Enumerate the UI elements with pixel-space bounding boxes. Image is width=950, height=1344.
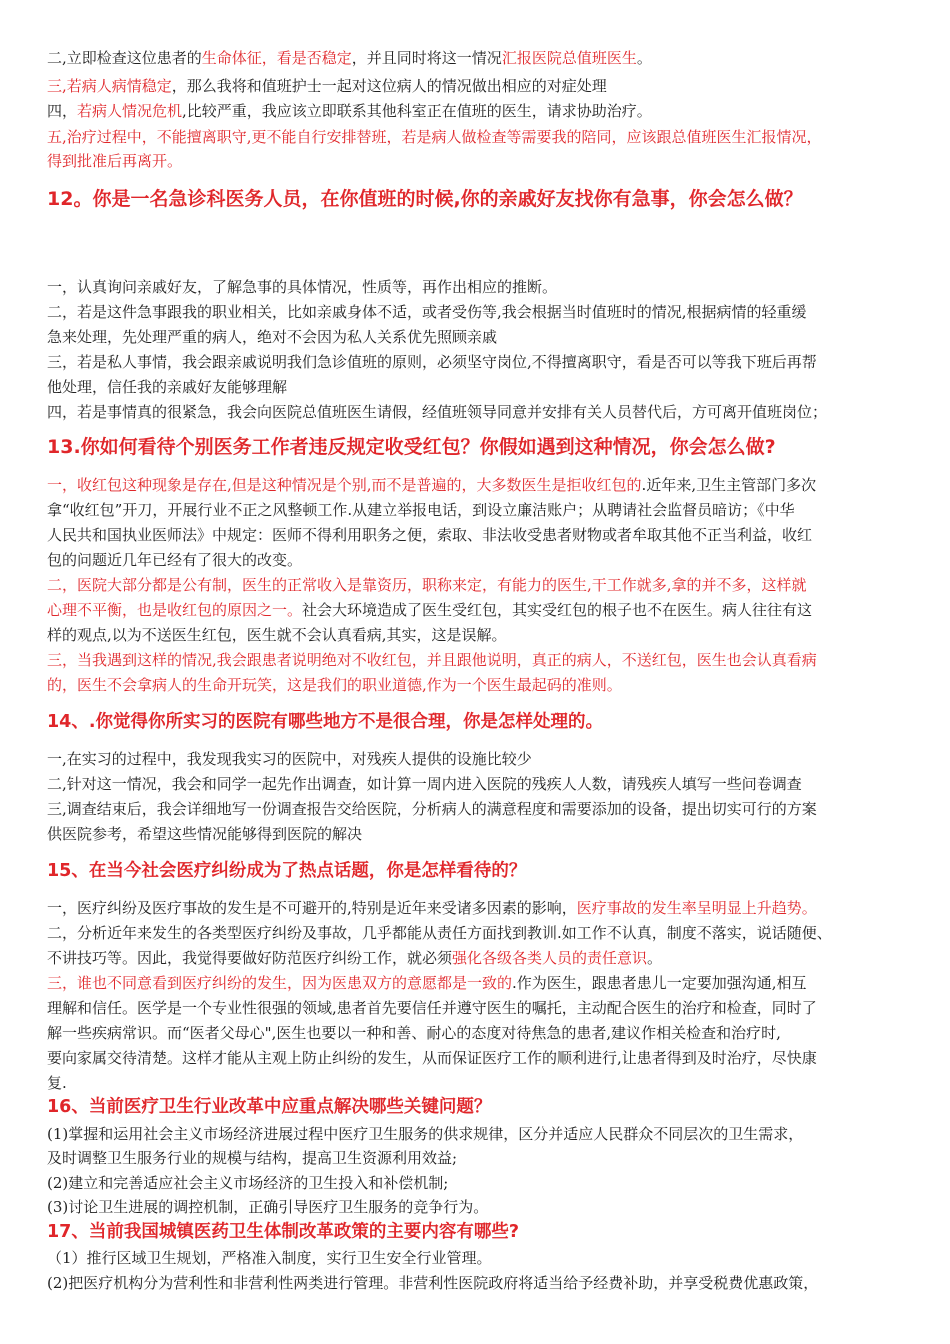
q15-answer-3b: 理解和信任。医学是一个专业性很强的领域,患者首先要信任并遵守医生的嘱托，主动配合医生的治疗和检查，同时了 [47, 999, 817, 1017]
q13-answer-1: 一，收红包这种现象是存在,但是这种情况是个别,而不是普遍的，大多数医生是拒收红包的.近年来,卫生主管部门多次 [47, 476, 817, 494]
q13-answer-2c: 样的观点,以为不送医生红包，医生就不会认真看病,其实，这是误解。 [47, 626, 507, 644]
q13-answer-1c: 人民共和国执业医师法》中规定：医师不得利用职务之便，索取、非法收受患者财物或者牟取其他不正当利益，收红 [47, 526, 813, 544]
q12-answer-3: 三，若是私人事情，我会跟亲戚说明我们急诊值班的原则，必须坚守岗位,不得擅离职守，看是否可以等我下班后再帮 [47, 353, 817, 371]
q13-answer-2b: 心理不平衡，也是收红包的原因之一。社会大环境造成了医生受红包，其实受红包的根子也不在医生。病人往往有这 [47, 601, 813, 619]
s11-line-5: 五,治疗过程中，不能擅离职守,更不能自行安排替班，若是病人做检查等需要我的陪同，应该跟总值班医生汇报情况， [47, 128, 822, 146]
q12-answer-2: 二，若是这件急事跟我的职业相关，比如亲戚身体不适，或者受伤等,我会根据当时值班时的情况,根据病情的轻重缓 [47, 303, 807, 321]
q12-answer-1: 一，认真询问亲戚好友，了解急事的具体情况，性质等，再作出相应的推断。 [47, 278, 558, 296]
q13-answer-1b: 拿“收红包”开刀，开展行业不正之风整顿工作.从建立举报电话，到设立廉洁账户；从聘请社会监督员暗访；《中华 [47, 501, 795, 519]
q13-heading: 13.你如何看待个别医务工作者违反规定收受红包？你假如遇到这种情况，你会怎么做? [47, 436, 776, 458]
q14-answer-3b: 供医院参考，希望这些情况能够得到医院的解决 [47, 825, 363, 843]
q16-heading: 16、当前医疗卫生行业改革中应重点解决哪些关键问题？ [47, 1097, 492, 1117]
q13-answer-3: 三，当我遇到这样的情况,我会跟患者说明绝对不收红包，并且跟他说明，真正的病人，不送红包，医生也会认真看病 [47, 651, 817, 669]
q14-answer-2: 二,针对这一情况，我会和同学一起先作出调查，如计算一周内进入医院的残疾人人数，请残疾人填写一些问卷调查 [47, 775, 802, 793]
s11-line-2: 二,立即检查这位患者的生命体征，看是否稳定，并且同时将这一情况汇报医院总值班医生。 [47, 49, 652, 67]
q12-answer-3b: 他处理，信任我的亲戚好友能够理解 [47, 378, 288, 396]
q15-answer-2: 二，分析近年来发生的各类型医疗纠纷及事故，几乎都能从责任方面找到教训.如工作不认真，制度不落实，说话随便、 [47, 924, 832, 942]
q14-answer-1: 一,在实习的过程中，我发现我实习的医院中，对残疾人提供的设施比较少 [47, 750, 532, 768]
q15-answer-3c: 解一些疾病常识。而“医者父母心",医生也要以一种和善、耐心的态度对待焦急的患者,建议作相关检查和治疗时, [47, 1024, 781, 1042]
q15-answer-1: 一，医疗纠纷及医疗事故的发生是不可避开的,特别是近年来受诸多因素的影响，医疗事故的发生率呈明显上升趋势。 [47, 899, 817, 917]
q12-answer-2b: 急来处理，先处理严重的病人，绝对不会因为私人关系优先照顾亲戚 [47, 328, 498, 346]
q16-answer-3: (3)讨论卫生进展的调控机制，正确引导医疗卫生服务的竞争行为。 [47, 1198, 489, 1216]
q17-answer-1: （1）推行区域卫生规划，严格准入制度，实行卫生安全行业管理。 [47, 1249, 492, 1267]
s11-line-4: 四，若病人情况危机,比较严重，我应该立即联系其他科室正在值班的医生，请求协助治疗。 [47, 102, 652, 120]
q13-answer-1d: 包的问题近几年已经有了很大的改变。 [47, 551, 303, 569]
q14-heading: 14、.你觉得你所实习的医院有哪些地方不是很合理，你是怎样处理的。 [47, 712, 603, 732]
q12-answer-4: 四，若是事情真的很紧急，我会向医院总值班医生请假，经值班领导同意并安排有关人员替代后，方可离开值班岗位； [47, 403, 828, 421]
q15-answer-2b: 不讲技巧等。因此，我觉得要做好防范医疗纠纷工作，就必须强化各级各类人员的责任意识。 [47, 949, 663, 967]
q13-answer-2: 二，医院大部分都是公有制，医生的正常收入是靠资历，职称来定，有能力的医生,干工作就多,拿的并不多，这样就 [47, 576, 807, 594]
q14-answer-3: 三,调查结束后，我会详细地写一份调查报告交给医院，分析病人的满意程度和需要添加的设备，提出切实可行的方案 [47, 800, 817, 818]
s11-line-3: 三,若病人病情稳定，那么我将和值班护士一起对这位病人的情况做出相应的对症处理 [47, 77, 607, 95]
q17-answer-2: (2)把医疗机构分为营利性和非营利性两类进行管理。非营利性医院政府将适当给予经费补助，并享受税费优惠政策， [47, 1274, 819, 1292]
q15-answer-3d: 要向家属交待清楚。这样才能从主观上防止纠纷的发生，从而保证医疗工作的顺利进行,让患者得到及时治疗，尽快康 [47, 1049, 817, 1067]
q16-answer-2: (2)建立和完善适应社会主义市场经济的卫生投入和补偿机制; [47, 1174, 449, 1192]
q17-heading: 17、当前我国城镇医药卫生体制改革政策的主要内容有哪些? [47, 1222, 520, 1242]
s11-line-6: 得到批准后再离开。 [47, 152, 183, 170]
q16-answer-1b: 及时调整卫生服务行业的规模与结构，提高卫生资源利用效益; [47, 1149, 458, 1167]
q13-answer-3b: 的，医生不会拿病人的生命开玩笑，这是我们的职业道德,作为一个医生最起码的准则。 [47, 676, 622, 694]
q15-answer-3: 三，谁也不同意看到医疗纠纷的发生，因为医患双方的意愿都是一致的.作为医生，跟患者患儿一定要加强沟通,相互 [47, 974, 807, 992]
q15-answer-3e: 复. [47, 1074, 67, 1092]
q16-answer-1: (1)掌握和运用社会主义市场经济进展过程中医疗卫生服务的供求规律，区分并适应人民群众不同层次的卫生需求， [47, 1125, 804, 1143]
q12-heading: 12。你是一名急诊科医务人员，在你值班的时候,你的亲戚好友找你有急事，你会怎么做？ [47, 188, 803, 210]
q15-heading: 15、在当今社会医疗纠纷成为了热点话题，你是怎样看待的？ [47, 861, 527, 881]
